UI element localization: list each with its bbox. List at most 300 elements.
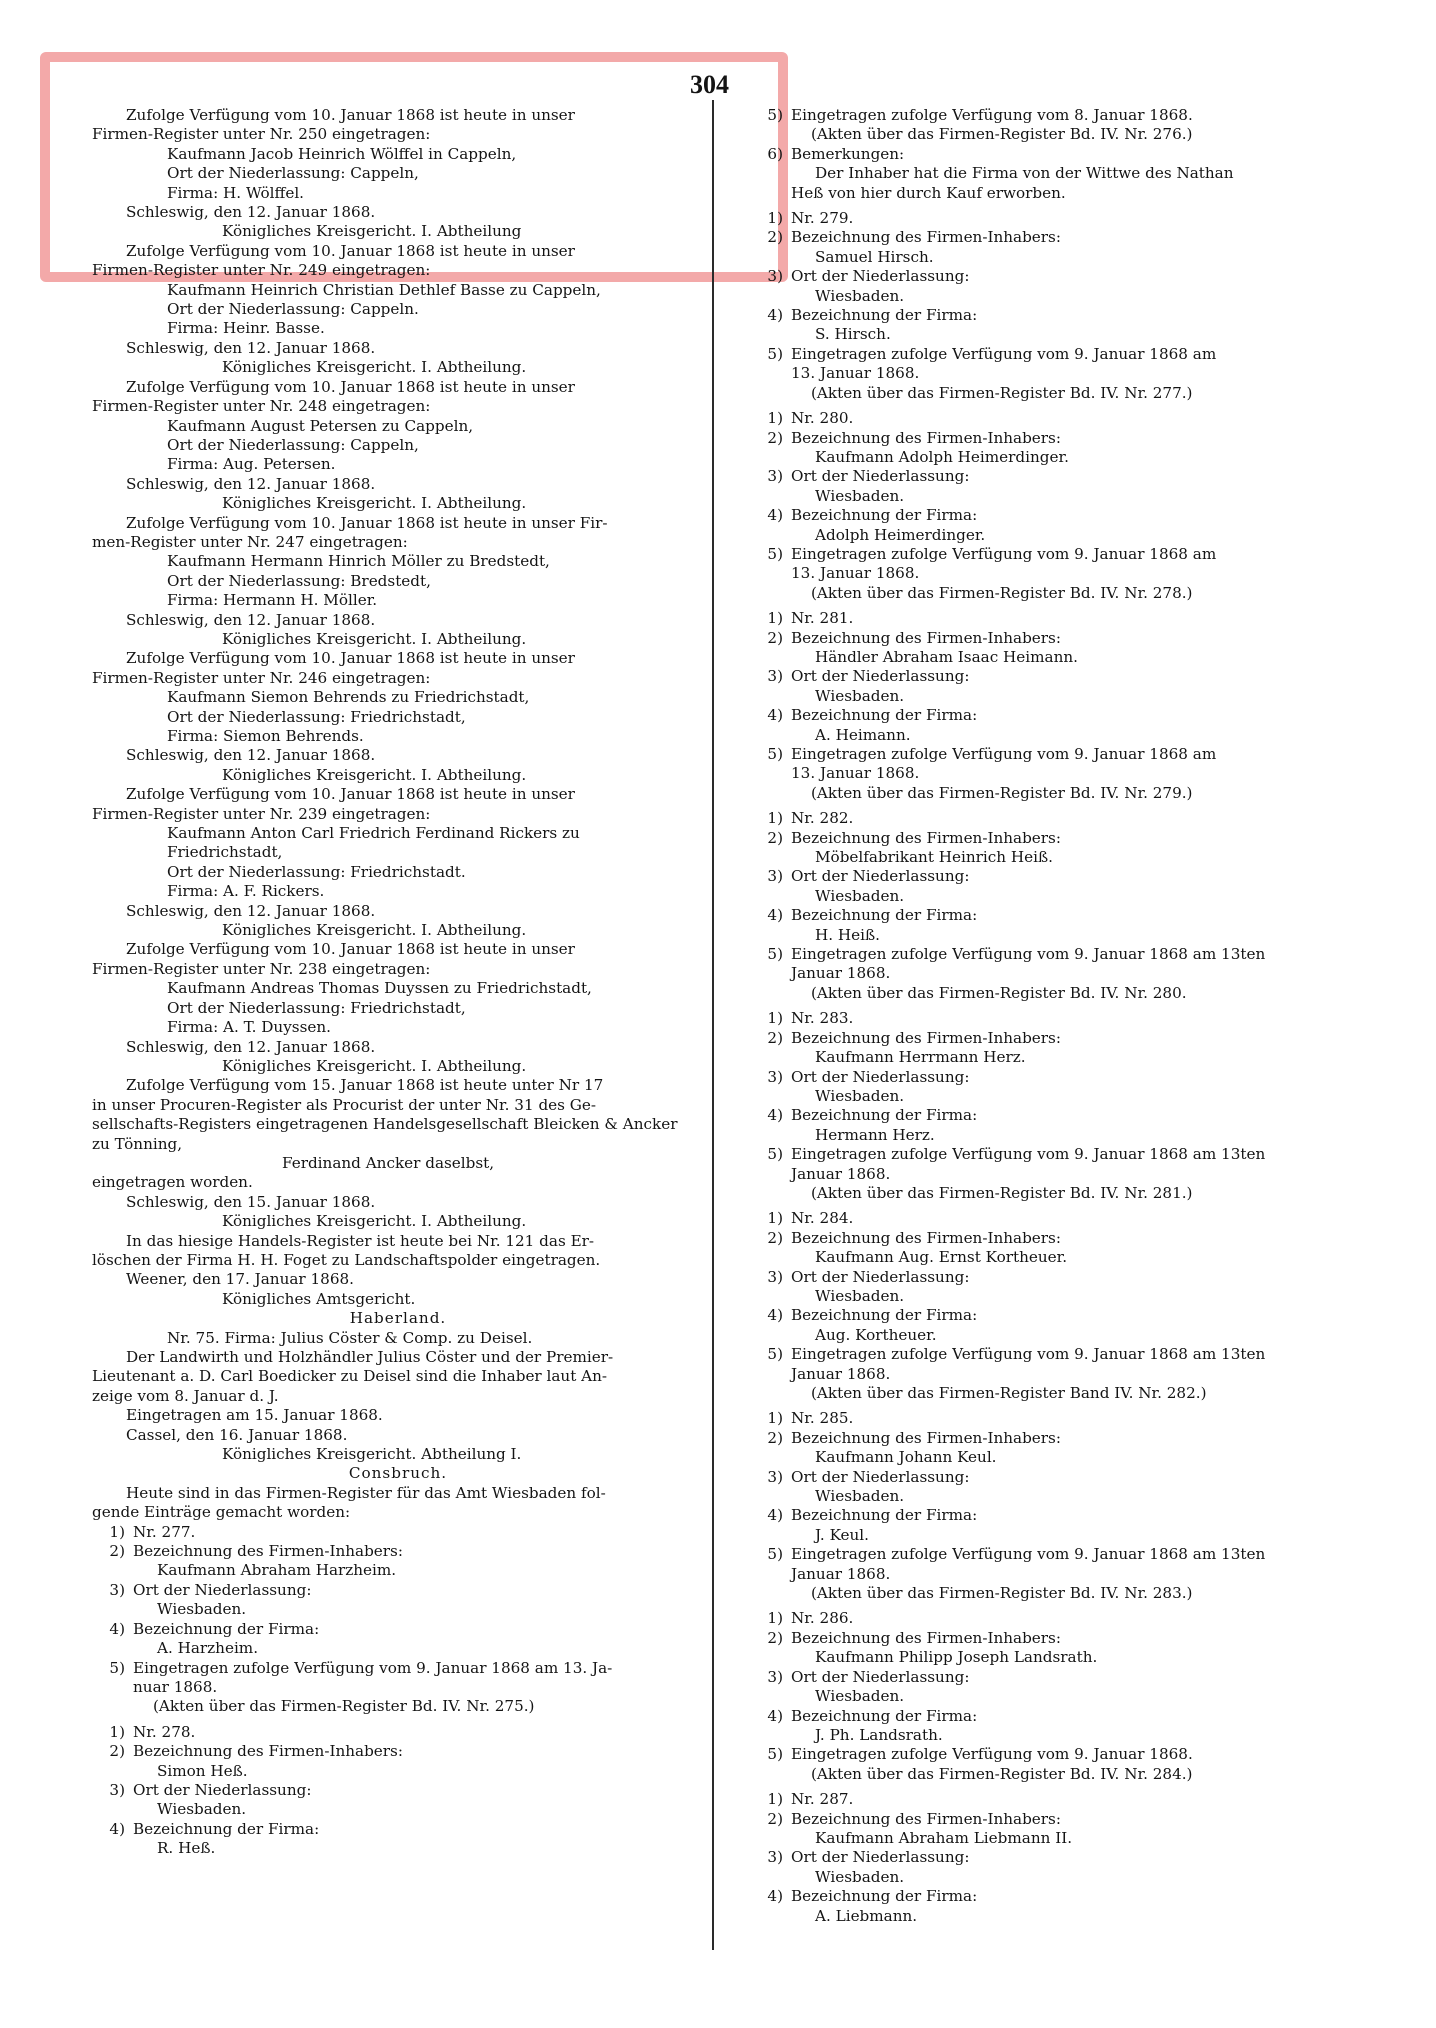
item-text: Nr. 279. xyxy=(791,209,854,228)
item-number: 5) xyxy=(767,344,783,363)
text-line: Consbruch. xyxy=(348,1464,448,1483)
register-line xyxy=(750,209,1345,228)
item-number: 3) xyxy=(767,267,783,286)
item-text: Wiesbaden. xyxy=(157,1800,247,1819)
register-line xyxy=(92,1678,704,1697)
item-text: 13. Januar 1868. xyxy=(791,364,920,383)
item-text: (Akten über das Firmen-Register Bd. IV. Nr. 284.) xyxy=(811,1764,1193,1783)
item-number: 2) xyxy=(109,1542,125,1561)
register-line xyxy=(750,1565,1345,1584)
text-line: Ort der Niederlassung: Friedrichstadt, xyxy=(167,707,466,726)
text-line: In das hiesige Handels-Register ist heute bei Nr. 121 das Er- xyxy=(126,1231,595,1250)
item-text: Bezeichnung der Firma: xyxy=(791,506,978,525)
item-text: Ort der Niederlassung: xyxy=(791,1467,970,1486)
text-line: Friedrichstadt, xyxy=(167,843,283,862)
item-text: Bezeichnung des Firmen-Inhabers: xyxy=(791,1228,1061,1247)
text-line: Schleswig, den 12. Januar 1868. xyxy=(126,901,376,920)
text-line: Ort der Niederlassung: Friedrichstadt. xyxy=(167,862,466,881)
item-text: Nr. 280. xyxy=(791,409,854,428)
item-text: (Akten über das Firmen-Register Bd. IV. Nr. 279.) xyxy=(811,783,1193,802)
text-line: Firmen-Register unter Nr. 250 eingetragen: xyxy=(92,125,431,144)
item-number: 1) xyxy=(767,1209,783,1228)
item-number: 3) xyxy=(767,1848,783,1867)
item-text: Nr. 282. xyxy=(791,809,854,828)
register-line xyxy=(750,228,1345,247)
register-line xyxy=(92,1800,704,1819)
register-line xyxy=(750,1229,1345,1248)
register-line xyxy=(750,306,1345,325)
item-number: 3) xyxy=(109,1780,125,1799)
text-line: Firma: Siemon Behrends. xyxy=(167,727,364,745)
register-line xyxy=(750,1584,1345,1603)
item-text: Wiesbaden. xyxy=(815,286,905,305)
text-line: Ort der Niederlassung: Bredstedt, xyxy=(167,571,431,590)
item-number: 4) xyxy=(767,1306,783,1325)
text-line: Zufolge Verfügung vom 10. Januar 1868 ist heute in unser xyxy=(126,940,575,959)
item-text: Bezeichnung des Firmen-Inhabers: xyxy=(791,1028,1061,1047)
register-line xyxy=(750,1868,1345,1887)
text-line: Königliches Kreisgericht. I. Abtheilung. xyxy=(222,494,527,513)
text-line: Ort der Niederlassung: Cappeln, xyxy=(167,164,419,183)
register-line xyxy=(750,1487,1345,1506)
item-text: Wiesbaden. xyxy=(815,886,905,905)
text-line: Schleswig, den 12. Januar 1868. xyxy=(126,203,376,222)
register-line xyxy=(750,1165,1345,1184)
right-numbered-entries xyxy=(750,106,1345,1926)
text-line: Königliches Kreisgericht. I. Abtheilung. xyxy=(222,629,527,648)
item-text: Wiesbaden. xyxy=(815,1867,905,1886)
register-line xyxy=(750,1745,1345,1764)
item-text: (Akten über das Firmen-Register Bd. IV. Nr. 283.) xyxy=(811,1584,1193,1603)
text-line: Eingetragen am 15. Januar 1868. xyxy=(126,1406,383,1425)
item-text: Bemerkungen: xyxy=(791,144,905,163)
item-text: Ort der Niederlassung: xyxy=(791,667,970,686)
item-text: Ort der Niederlassung: xyxy=(133,1780,312,1799)
text-line: Firmen-Register unter Nr. 239 eingetragen: xyxy=(92,804,431,823)
item-text: Bezeichnung des Firmen-Inhabers: xyxy=(791,1809,1061,1828)
item-text: Wiesbaden. xyxy=(815,686,905,705)
item-number: 4) xyxy=(109,1619,125,1638)
text-line: Kaufmann Siemon Behrends zu Friedrichstadt, xyxy=(167,688,530,707)
item-text: Kaufmann Abraham Liebmann II. xyxy=(815,1828,1073,1847)
item-text: Kaufmann Adolph Heimerdinger. xyxy=(815,447,1069,466)
item-number: 4) xyxy=(767,706,783,725)
item-number: 2) xyxy=(109,1742,125,1761)
register-line xyxy=(750,125,1345,144)
register-line xyxy=(750,487,1345,506)
item-text: 13. Januar 1868. xyxy=(791,764,920,783)
text-line: Firma: Aug. Petersen. xyxy=(167,455,336,474)
item-text: Ort der Niederlassung: xyxy=(133,1580,312,1599)
register-line xyxy=(750,906,1345,925)
register-line xyxy=(750,1029,1345,1048)
register-line xyxy=(750,809,1345,828)
register-line xyxy=(750,1126,1345,1145)
register-line xyxy=(92,1781,704,1800)
item-text: Nr. 284. xyxy=(791,1209,854,1228)
text-line: Firmen-Register unter Nr. 246 eingetragen: xyxy=(92,668,431,687)
register-line xyxy=(750,1429,1345,1448)
text-line: Schleswig, den 12. Januar 1868. xyxy=(126,338,376,357)
item-text: Januar 1868. xyxy=(791,1164,891,1183)
item-number: 2) xyxy=(767,228,783,247)
text-line: Schleswig, den 12. Januar 1868. xyxy=(126,610,376,629)
register-line xyxy=(750,867,1345,886)
register-line xyxy=(750,964,1345,983)
item-text: Kaufmann Herrmann Herz. xyxy=(815,1048,1026,1067)
register-line xyxy=(750,145,1345,164)
text-line: Zufolge Verfügung vom 10. Januar 1868 ist heute in unser xyxy=(126,106,575,124)
item-text: Wiesbaden. xyxy=(157,1600,247,1619)
text-line: Königliches Amtsgericht. xyxy=(222,1289,416,1308)
text-line: Haberland. xyxy=(349,1309,447,1328)
register-line xyxy=(92,1639,704,1658)
item-text: Bezeichnung der Firma: xyxy=(791,1506,978,1525)
item-number: 1) xyxy=(767,409,783,428)
text-line: zeige vom 8. Januar d. J. xyxy=(92,1386,279,1405)
register-line xyxy=(750,1707,1345,1726)
register-line xyxy=(750,1810,1345,1829)
item-number: 5) xyxy=(767,106,783,124)
item-number: 4) xyxy=(767,1706,783,1725)
register-line xyxy=(750,584,1345,603)
item-text: (Akten über das Firmen-Register Bd. IV. Nr. 278.) xyxy=(811,583,1193,602)
item-number: 4) xyxy=(767,1887,783,1906)
item-number: 3) xyxy=(767,1467,783,1486)
text-line: Firmen-Register unter Nr. 249 eingetragen: xyxy=(92,261,431,280)
text-line: Schleswig, den 12. Januar 1868. xyxy=(126,474,376,493)
item-number: 1) xyxy=(767,1009,783,1028)
item-number: 3) xyxy=(767,1067,783,1086)
item-text: Nr. 285. xyxy=(791,1409,854,1428)
text-line: eingetragen worden. xyxy=(92,1173,253,1192)
item-text: Eingetragen zufolge Verfügung vom 9. Januar 1868 am xyxy=(791,344,1217,363)
item-number: 3) xyxy=(109,1580,125,1599)
item-text: Wiesbaden. xyxy=(815,486,905,505)
text-line: Königliches Kreisgericht. Abtheilung I. xyxy=(222,1445,522,1464)
left-column xyxy=(92,106,704,1859)
text-line: Königliches Kreisgericht. I. Abtheilung xyxy=(222,222,522,241)
item-text: Bezeichnung der Firma: xyxy=(133,1819,320,1838)
item-text: Bezeichnung des Firmen-Inhabers: xyxy=(791,628,1061,647)
item-text: Kaufmann Johann Keul. xyxy=(815,1448,997,1467)
left-numbered-entries xyxy=(92,1523,704,1859)
register-line xyxy=(750,1384,1345,1403)
item-text: Aug. Kortheuer. xyxy=(815,1325,937,1344)
text-line: men-Register unter Nr. 247 eingetragen: xyxy=(92,532,408,551)
item-number: 3) xyxy=(767,867,783,886)
register-line xyxy=(750,248,1345,267)
item-number: 4) xyxy=(767,506,783,525)
register-line xyxy=(750,706,1345,725)
item-text: Samuel Hirsch. xyxy=(815,247,934,266)
item-number: 4) xyxy=(109,1819,125,1838)
item-number: 1) xyxy=(767,809,783,828)
item-text: (Akten über das Firmen-Register Bd. IV. Nr. 277.) xyxy=(811,383,1193,402)
register-line xyxy=(750,164,1345,183)
register-line xyxy=(750,829,1345,848)
register-line xyxy=(92,1600,704,1619)
register-line xyxy=(750,1345,1345,1364)
item-number: 2) xyxy=(767,828,783,847)
register-line xyxy=(750,545,1345,564)
item-text: Nr. 287. xyxy=(791,1790,854,1809)
text-line: Nr. 75. Firma: Julius Cöster & Comp. zu Deisel. xyxy=(167,1328,533,1347)
register-line xyxy=(750,1268,1345,1287)
text-line: Kaufmann Anton Carl Friedrich Ferdinand Rickers zu xyxy=(167,824,580,843)
item-text: Adolph Heimerdinger. xyxy=(815,525,986,544)
item-number: 2) xyxy=(767,1028,783,1047)
register-line xyxy=(750,184,1345,203)
item-number: 5) xyxy=(767,1145,783,1164)
register-line xyxy=(750,1726,1345,1745)
item-text: Wiesbaden. xyxy=(815,1487,905,1506)
item-number: 4) xyxy=(767,306,783,325)
item-number: 5) xyxy=(767,544,783,563)
register-line xyxy=(750,409,1345,428)
item-text: Eingetragen zufolge Verfügung vom 9. Januar 1868 am xyxy=(791,544,1217,563)
text-line: löschen der Firma H. H. Foget zu Landschaftspolder eingetragen. xyxy=(92,1250,601,1269)
register-line xyxy=(92,1742,704,1761)
item-text: Kaufmann Aug. Ernst Kortheuer. xyxy=(815,1248,1068,1267)
register-line xyxy=(750,687,1345,706)
register-line xyxy=(750,667,1345,686)
item-text: Nr. 286. xyxy=(791,1609,854,1628)
item-text: H. Heiß. xyxy=(815,925,880,944)
item-number: 1) xyxy=(767,1409,783,1428)
item-text: Ort der Niederlassung: xyxy=(791,1267,970,1286)
register-line xyxy=(750,467,1345,486)
text-line: Zufolge Verfügung vom 10. Januar 1868 ist heute in unser xyxy=(126,241,575,260)
item-text: Bezeichnung des Firmen-Inhabers: xyxy=(791,1428,1061,1447)
register-line xyxy=(750,1287,1345,1306)
text-line: Kaufmann Jacob Heinrich Wölffel in Cappeln, xyxy=(167,144,517,163)
item-text: Hermann Herz. xyxy=(815,1125,935,1144)
text-line: Der Landwirth und Holzhändler Julius Cöster und der Premier- xyxy=(126,1348,614,1366)
item-text: (Akten über das Firmen-Register Bd. IV. Nr. 276.) xyxy=(811,125,1193,144)
item-text: Eingetragen zufolge Verfügung vom 9. Januar 1868 am 13ten xyxy=(791,1145,1266,1164)
register-line xyxy=(92,1723,704,1742)
register-line xyxy=(750,1907,1345,1926)
register-line xyxy=(750,764,1345,783)
item-text: Wiesbaden. xyxy=(815,1286,905,1305)
text-line: Ort der Niederlassung: Cappeln. xyxy=(167,300,419,319)
item-text: Bezeichnung der Firma: xyxy=(791,306,978,325)
item-text: Bezeichnung des Firmen-Inhabers: xyxy=(791,828,1061,847)
text-line: Zufolge Verfügung vom 10. Januar 1868 ist heute in unser xyxy=(126,377,575,396)
register-line xyxy=(92,1659,704,1678)
text-line: zu Tönning, xyxy=(92,1134,183,1153)
register-line xyxy=(750,1506,1345,1525)
text-line: Firma: A. F. Rickers. xyxy=(167,882,325,901)
item-text: Bezeichnung des Firmen-Inhabers: xyxy=(791,428,1061,447)
text-line: Ort der Niederlassung: Cappeln, xyxy=(167,435,419,454)
text-line: Königliches Kreisgericht. I. Abtheilung. xyxy=(222,358,527,377)
item-text: Bezeichnung der Firma: xyxy=(791,906,978,925)
item-number: 5) xyxy=(767,1545,783,1564)
item-text: Ort der Niederlassung: xyxy=(791,1848,970,1867)
text-line: Königliches Kreisgericht. I. Abtheilung. xyxy=(222,765,527,784)
item-number: 5) xyxy=(109,1658,125,1677)
register-line xyxy=(750,526,1345,545)
register-line xyxy=(750,1209,1345,1228)
text-line: Ort der Niederlassung: Friedrichstadt, xyxy=(167,998,466,1017)
register-line xyxy=(750,506,1345,525)
text-line: Lieutenant a. D. Carl Boedicker zu Deisel sind die Inhaber laut An- xyxy=(92,1367,608,1386)
item-text: (Akten über das Firmen-Register Bd. IV. Nr. 281.) xyxy=(811,1183,1193,1202)
item-number: 3) xyxy=(767,667,783,686)
register-line xyxy=(750,926,1345,945)
item-number: 1) xyxy=(109,1722,125,1741)
item-text: Bezeichnung der Firma: xyxy=(791,1887,978,1906)
item-text: Januar 1868. xyxy=(791,1364,891,1383)
register-line xyxy=(750,1248,1345,1267)
register-line xyxy=(750,325,1345,344)
register-line xyxy=(750,945,1345,964)
text-line: in unser Procuren-Register als Procurist der unter Nr. 31 des Ge- xyxy=(92,1095,597,1114)
item-text: Wiesbaden. xyxy=(815,1086,905,1105)
text-line: Zufolge Verfügung vom 10. Januar 1868 ist heute in unser xyxy=(126,649,575,668)
item-text: Ort der Niederlassung: xyxy=(791,1667,970,1686)
register-line xyxy=(750,629,1345,648)
text-line: Firmen-Register unter Nr. 248 eingetragen: xyxy=(92,397,431,416)
item-number: 5) xyxy=(767,945,783,964)
register-line xyxy=(92,1542,704,1561)
text-line: Kaufmann Heinrich Christian Dethlef Basse zu Cappeln, xyxy=(167,280,601,299)
register-line xyxy=(750,609,1345,628)
item-text: Bezeichnung der Firma: xyxy=(791,706,978,725)
register-line xyxy=(750,1145,1345,1164)
register-line xyxy=(92,1581,704,1600)
item-text: A. Heimann. xyxy=(815,725,911,744)
register-line xyxy=(92,1839,704,1858)
text-line: Königliches Kreisgericht. I. Abtheilung. xyxy=(222,921,527,940)
item-text: Kaufmann Abraham Harzheim. xyxy=(157,1561,397,1580)
item-text: J. Keul. xyxy=(815,1525,869,1544)
item-text: Bezeichnung des Firmen-Inhabers: xyxy=(791,228,1061,247)
item-text: Bezeichnung der Firma: xyxy=(133,1619,320,1638)
item-text: Eingetragen zufolge Verfügung vom 9. Januar 1868. xyxy=(791,1745,1193,1764)
text-line: Königliches Kreisgericht. I. Abtheilung. xyxy=(222,1212,527,1231)
register-line xyxy=(750,1409,1345,1428)
register-line xyxy=(750,1545,1345,1564)
item-number: 2) xyxy=(767,428,783,447)
text-line: gende Einträge gemacht worden: xyxy=(92,1503,351,1522)
register-line xyxy=(750,564,1345,583)
register-line xyxy=(750,429,1345,448)
item-text: Eingetragen zufolge Verfügung vom 9. Januar 1868 am xyxy=(791,745,1217,763)
register-line xyxy=(750,848,1345,867)
item-text: Eingetragen zufolge Verfügung vom 9. Januar 1868 am 13ten xyxy=(791,1545,1266,1564)
register-line xyxy=(750,1087,1345,1106)
item-text: (Akten über das Firmen-Register Bd. IV. Nr. 280. xyxy=(811,983,1187,1002)
text-line: Kaufmann August Petersen zu Cappeln, xyxy=(167,416,474,435)
item-text: Nr. 281. xyxy=(791,609,854,628)
register-line xyxy=(92,1620,704,1639)
item-text: Bezeichnung der Firma: xyxy=(791,1306,978,1325)
item-text: Eingetragen zufolge Verfügung vom 9. Januar 1868 am 13ten xyxy=(791,945,1266,964)
item-number: 2) xyxy=(767,1228,783,1247)
text-line: sellschafts-Registers eingetragenen Handelsgesellschaft Bleicken & Ancker xyxy=(92,1115,678,1134)
item-text: Händler Abraham Isaac Heimann. xyxy=(815,647,1078,666)
register-line xyxy=(750,784,1345,803)
item-text: Ort der Niederlassung: xyxy=(791,267,970,286)
item-text: Bezeichnung des Firmen-Inhabers: xyxy=(791,1628,1061,1647)
item-text: Ort der Niederlassung: xyxy=(791,467,970,486)
text-line: Weener, den 17. Januar 1868. xyxy=(126,1270,354,1289)
item-number: 1) xyxy=(767,1609,783,1628)
text-line: Schleswig, den 12. Januar 1868. xyxy=(126,1037,376,1056)
item-text: Bezeichnung der Firma: xyxy=(791,1106,978,1125)
item-text: Heß von hier durch Kauf erworben. xyxy=(791,183,1066,202)
item-number: 4) xyxy=(767,906,783,925)
item-text: Januar 1868. xyxy=(791,964,891,983)
item-number: 1) xyxy=(767,1790,783,1809)
item-number: 3) xyxy=(767,1267,783,1286)
register-line xyxy=(750,1526,1345,1545)
text-line: Firma: A. T. Duyssen. xyxy=(167,1018,331,1037)
item-text: Eingetragen zufolge Verfügung vom 9. Januar 1868 am 13. Ja- xyxy=(133,1658,613,1677)
register-line xyxy=(750,1365,1345,1384)
item-text: nuar 1868. xyxy=(133,1677,218,1696)
text-line: Firmen-Register unter Nr. 238 eingetragen: xyxy=(92,959,431,978)
item-text: Möbelfabrikant Heinrich Heiß. xyxy=(815,848,1053,867)
item-number: 3) xyxy=(767,1667,783,1686)
text-line: Firma: Heinr. Basse. xyxy=(167,319,325,338)
text-line: Heute sind in das Firmen-Register für das Amt Wiesbaden fol- xyxy=(126,1483,606,1502)
item-text: Bezeichnung des Firmen-Inhabers: xyxy=(133,1542,403,1561)
register-line xyxy=(750,1687,1345,1706)
text-line: Schleswig, den 12. Januar 1868. xyxy=(126,746,376,765)
register-line xyxy=(750,1106,1345,1125)
item-text: S. Hirsch. xyxy=(815,325,891,344)
text-line: Cassel, den 16. Januar 1868. xyxy=(126,1425,348,1444)
item-text: Nr. 277. xyxy=(133,1522,196,1541)
register-line xyxy=(750,1048,1345,1067)
item-text: (Akten über das Firmen-Register Bd. IV. Nr. 275.) xyxy=(153,1697,535,1716)
column-divider xyxy=(712,100,714,1950)
register-line xyxy=(750,1765,1345,1784)
item-text: R. Heß. xyxy=(157,1839,216,1858)
register-line xyxy=(750,287,1345,306)
register-line xyxy=(92,1697,704,1716)
item-number: 6) xyxy=(767,144,783,163)
item-text: Wiesbaden. xyxy=(815,1687,905,1706)
register-line xyxy=(750,1629,1345,1648)
register-line xyxy=(750,1326,1345,1345)
register-line xyxy=(750,1668,1345,1687)
text-line: Firma: Hermann H. Möller. xyxy=(167,591,378,610)
item-text: Bezeichnung der Firma: xyxy=(791,1706,978,1725)
text-line: Kaufmann Andreas Thomas Duyssen zu Friedrichstadt, xyxy=(167,979,592,998)
register-line xyxy=(750,364,1345,383)
register-line xyxy=(750,1848,1345,1867)
item-text: Eingetragen zufolge Verfügung vom 9. Januar 1868 am 13ten xyxy=(791,1345,1266,1364)
register-line xyxy=(92,1820,704,1839)
text-line: Zufolge Verfügung vom 15. Januar 1868 ist heute unter Nr 17 xyxy=(126,1076,604,1095)
register-line xyxy=(750,1009,1345,1028)
register-line xyxy=(750,1887,1345,1906)
register-line xyxy=(750,267,1345,286)
register-line xyxy=(750,1609,1345,1628)
register-line xyxy=(750,1829,1345,1848)
register-line xyxy=(750,726,1345,745)
item-text: Simon Heß. xyxy=(157,1761,248,1780)
item-text: Bezeichnung des Firmen-Inhabers: xyxy=(133,1742,403,1761)
item-number: 2) xyxy=(767,1809,783,1828)
register-line xyxy=(750,887,1345,906)
register-line xyxy=(750,106,1345,125)
